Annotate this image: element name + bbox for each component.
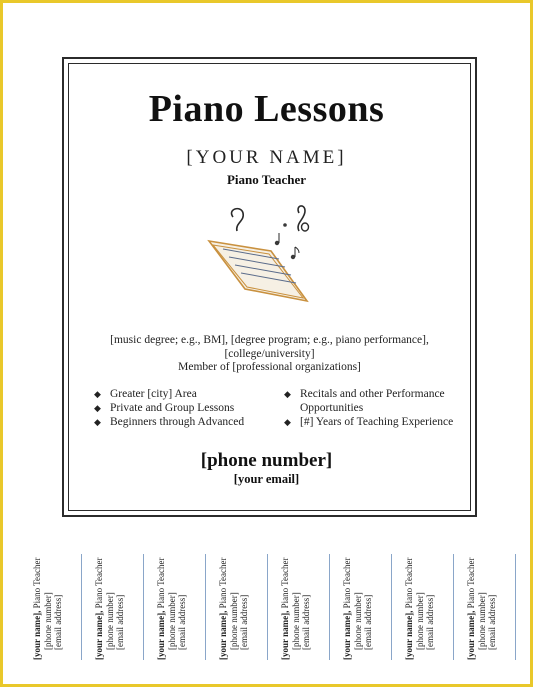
- tab-contact-text: [156, 540, 202, 660]
- tab-email: [email address]: [363, 594, 373, 650]
- tab-name-line: [342, 540, 353, 660]
- tab-cut-line: [329, 554, 330, 660]
- tear-off-tabs: [0, 540, 533, 680]
- tab-email: [email address]: [177, 594, 187, 650]
- tab-name-line: [32, 540, 43, 660]
- tab-role: Piano Teacher: [156, 557, 166, 611]
- tab-phone: [phone number]: [42, 592, 53, 650]
- tab-cut-line: [143, 554, 144, 660]
- tab-name: [your name],: [466, 610, 476, 660]
- list-item: ◆ Beginners through Advanced: [94, 416, 245, 428]
- tab-name: [your name],: [404, 610, 414, 660]
- bio-line-membership: Member of [professional organizations]: [178, 361, 361, 373]
- tab-phone: [phone number]: [166, 592, 177, 650]
- tab-cut-line: [81, 554, 82, 660]
- tab-cut-line: [391, 554, 392, 660]
- tear-off-tab: [214, 540, 274, 660]
- bullet-icon: ◆: [94, 417, 101, 427]
- flyer-title: Piano Lessons: [148, 88, 385, 130]
- tear-off-tab: [276, 540, 336, 660]
- contact-phone: [phone number]: [200, 450, 333, 471]
- tab-contact-text: [218, 540, 264, 660]
- tab-cut-line: [205, 554, 206, 660]
- tab-phone: [phone number]: [414, 592, 425, 650]
- tab-email: [email address]: [487, 594, 497, 650]
- tear-off-tab: [338, 540, 398, 660]
- list-item: ◆ Greater [city] Area: [94, 388, 197, 400]
- tear-off-tab: [462, 540, 522, 660]
- tab-contact-text: [342, 540, 388, 660]
- bullet-icon: ◆: [94, 403, 101, 413]
- tab-phone: [phone number]: [352, 592, 363, 650]
- bio-line-college: [college/university]: [224, 347, 315, 360]
- tab-role: Piano Teacher: [32, 557, 42, 611]
- tab-contact-text: [94, 540, 140, 660]
- tab-phone: [phone number]: [476, 592, 487, 650]
- tab-email: [email address]: [425, 594, 435, 650]
- tab-name: [your name],: [280, 610, 290, 660]
- tab-role: Piano Teacher: [94, 557, 104, 611]
- tab-name-line: [218, 540, 229, 660]
- tab-name-line: [94, 540, 105, 660]
- tab-contact-text: [404, 540, 450, 660]
- teacher-subtitle: Piano Teacher: [226, 172, 307, 187]
- bio-line-degree: [music degree; e.g., BM], [degree program; e.g., piano performance],: [110, 334, 429, 346]
- features-list-right: [284, 387, 469, 429]
- list-item: ◆ Recitals and other Performance Opportunities: [284, 388, 445, 414]
- tab-name: [your name],: [94, 610, 104, 660]
- tab-name: [your name],: [32, 610, 42, 660]
- bullet-icon: ◆: [284, 389, 291, 399]
- tab-name-line: [156, 540, 167, 660]
- tab-phone: [phone number]: [104, 592, 115, 650]
- tab-name-line: [404, 540, 415, 660]
- tab-role: Piano Teacher: [280, 557, 290, 611]
- tab-role: Piano Teacher: [218, 557, 228, 611]
- tab-contact-text: [466, 540, 512, 660]
- tab-role: Piano Teacher: [342, 557, 352, 611]
- tab-name-line: [280, 540, 291, 660]
- tab-email: [email address]: [53, 594, 63, 650]
- tab-contact-text: [280, 540, 326, 660]
- bullet-icon: ◆: [94, 389, 101, 399]
- piano-keyboard-illustration: [199, 203, 339, 313]
- tear-off-tab: [152, 540, 212, 660]
- tab-phone: [phone number]: [290, 592, 301, 650]
- tab-cut-line: [515, 554, 516, 660]
- list-item: ◆ Private and Group Lessons: [94, 402, 235, 414]
- tab-email: [email address]: [301, 594, 311, 650]
- tab-email: [email address]: [239, 594, 249, 650]
- tab-phone: [phone number]: [228, 592, 239, 650]
- teacher-name: [YOUR NAME]: [186, 147, 347, 168]
- tear-off-tab: [28, 540, 88, 660]
- features-list-left: [94, 387, 274, 429]
- contact-email: [your email]: [233, 472, 300, 486]
- tab-role: Piano Teacher: [466, 557, 476, 611]
- list-item: ◆ [#] Years of Teaching Experience: [284, 416, 454, 428]
- teacher-bio: [83, 334, 456, 375]
- tab-role: Piano Teacher: [404, 557, 414, 611]
- tab-email: [email address]: [115, 594, 125, 650]
- tab-name-line: [466, 540, 477, 660]
- tab-cut-line: [453, 554, 454, 660]
- tab-name: [your name],: [342, 610, 352, 660]
- tear-off-tab: [90, 540, 150, 660]
- tab-cut-line: [267, 554, 268, 660]
- tear-off-tab: [400, 540, 460, 660]
- tab-name: [your name],: [218, 610, 228, 660]
- tab-name: [your name],: [156, 610, 166, 660]
- bullet-icon: ◆: [284, 417, 291, 427]
- tab-contact-text: [32, 540, 78, 660]
